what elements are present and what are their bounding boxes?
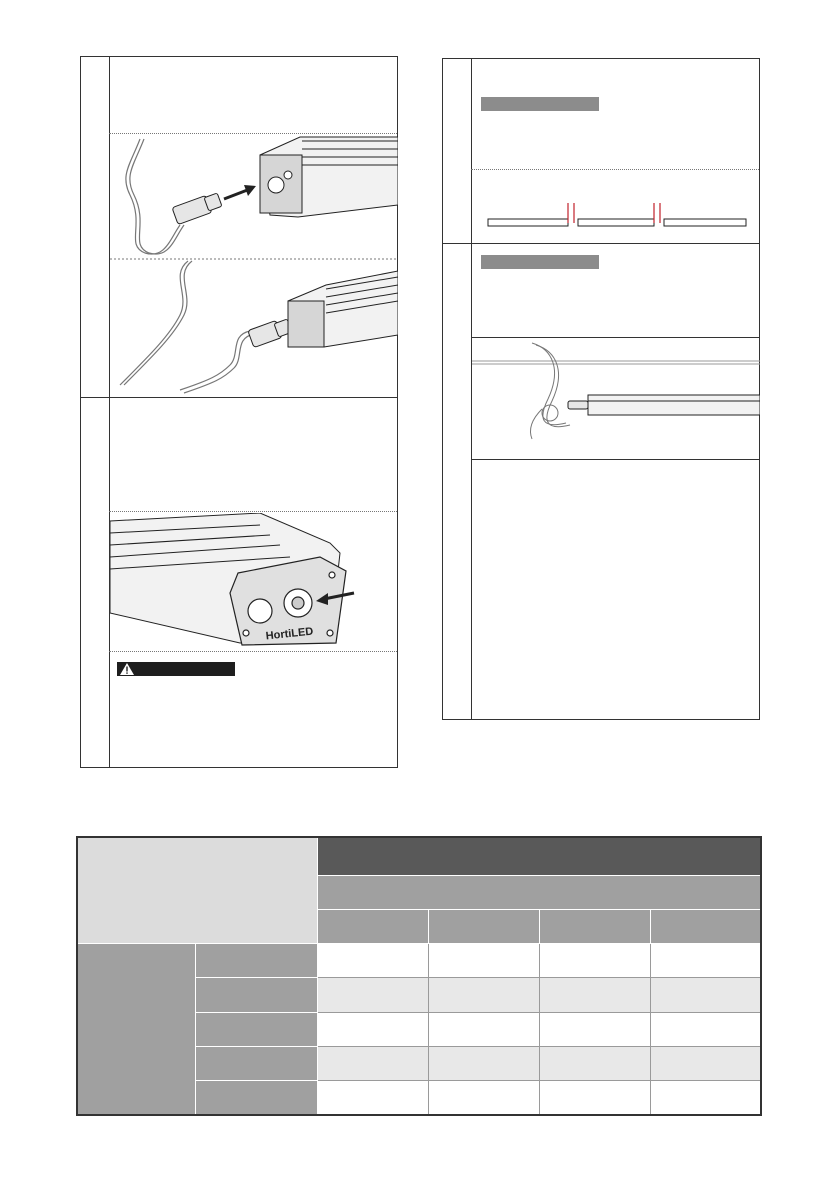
table-title-header	[317, 837, 761, 875]
warning-triangle-icon	[120, 663, 134, 675]
table-corner-cell	[77, 837, 317, 944]
row-label	[195, 1046, 317, 1080]
row-label	[195, 944, 317, 978]
column-header	[539, 910, 650, 944]
table-cell	[650, 1012, 761, 1046]
table-cell	[317, 1081, 428, 1115]
table-cell	[650, 1081, 761, 1115]
warning-banner	[117, 662, 235, 676]
column-header	[317, 910, 428, 944]
table-subtitle-header	[317, 875, 761, 909]
table-cell	[650, 1046, 761, 1080]
table-cell	[428, 978, 539, 1012]
table-cell	[317, 944, 428, 978]
connector-plug	[172, 193, 222, 225]
table-cell	[539, 1046, 650, 1080]
row-label	[195, 978, 317, 1012]
table-cell	[428, 1046, 539, 1080]
section-label-bar	[481, 97, 599, 111]
step-divider	[443, 243, 759, 244]
divider	[109, 133, 397, 134]
divider	[471, 337, 759, 338]
right-instructions-panel	[442, 58, 760, 720]
row-group-label	[77, 944, 195, 1115]
table-cell	[539, 1012, 650, 1046]
fixture-body	[260, 137, 398, 217]
divider	[471, 459, 759, 460]
divider	[109, 651, 397, 652]
table-cell	[539, 944, 650, 978]
section-label-bar	[481, 255, 599, 269]
specification-table	[76, 836, 762, 1116]
table-cell	[539, 1081, 650, 1115]
table-cell	[650, 978, 761, 1012]
table-cell	[650, 944, 761, 978]
cable-hanging-illustration	[472, 339, 760, 457]
table-cell	[317, 978, 428, 1012]
arrow-right-icon	[224, 185, 256, 199]
table-cell	[539, 978, 650, 1012]
table-cell	[317, 1046, 428, 1080]
column-header	[428, 910, 539, 944]
left-instructions-panel	[80, 56, 398, 768]
table-cell	[428, 944, 539, 978]
table-cell	[317, 1012, 428, 1046]
step-divider	[81, 397, 397, 398]
column-header	[650, 910, 761, 944]
divider	[109, 511, 397, 512]
table-cell	[428, 1012, 539, 1046]
divider	[471, 169, 759, 170]
brand-logo: HortiLED	[265, 625, 314, 643]
row-label	[195, 1081, 317, 1115]
step-number-column	[443, 59, 472, 719]
fixture-layout-diagram	[472, 195, 760, 235]
connector-plugging-illustration	[110, 135, 398, 397]
table-cell	[428, 1081, 539, 1115]
row-label	[195, 1012, 317, 1046]
step-number-column	[81, 57, 110, 767]
end-cap-illustration	[110, 513, 398, 649]
table-row	[77, 944, 761, 978]
